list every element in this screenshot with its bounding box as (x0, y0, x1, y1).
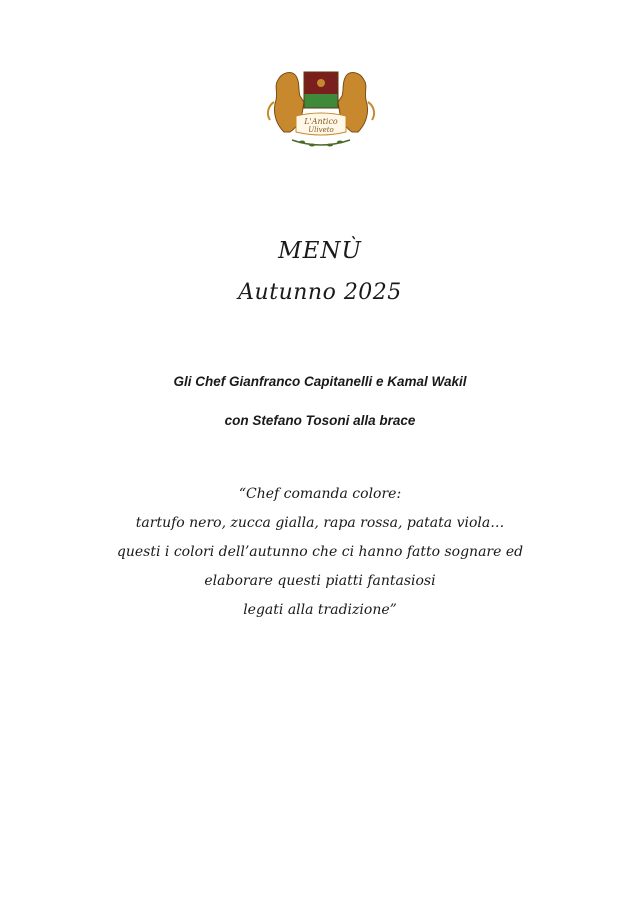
menu-quote (0, 480, 640, 625)
quote-line: elaborare questi piatti fantasiosi (204, 573, 436, 589)
logo-text-line1: L'Antico (304, 117, 338, 126)
chefs-line: Gli Chef Gianfranco Capitanelli e Kamal Wakil (173, 374, 467, 389)
quote-line: tartufo nero, zucca gialla, rapa rossa, patata viola… (135, 515, 505, 531)
restaurant-logo (262, 62, 380, 148)
quote-line: questi i colori dell’autunno che ci hanno fatto sognare ed (116, 544, 524, 560)
quote-line: “Chef comanda colore: (238, 486, 402, 502)
quote-line: legati alla tradizione” (243, 602, 397, 618)
menu-title: MENÙ (278, 238, 362, 264)
grill-chef-line: con Stefano Tosoni alla brace (224, 413, 416, 428)
logo-text-line2: Uliveto (308, 126, 334, 134)
season-title: Autunno 2025 (238, 280, 402, 305)
